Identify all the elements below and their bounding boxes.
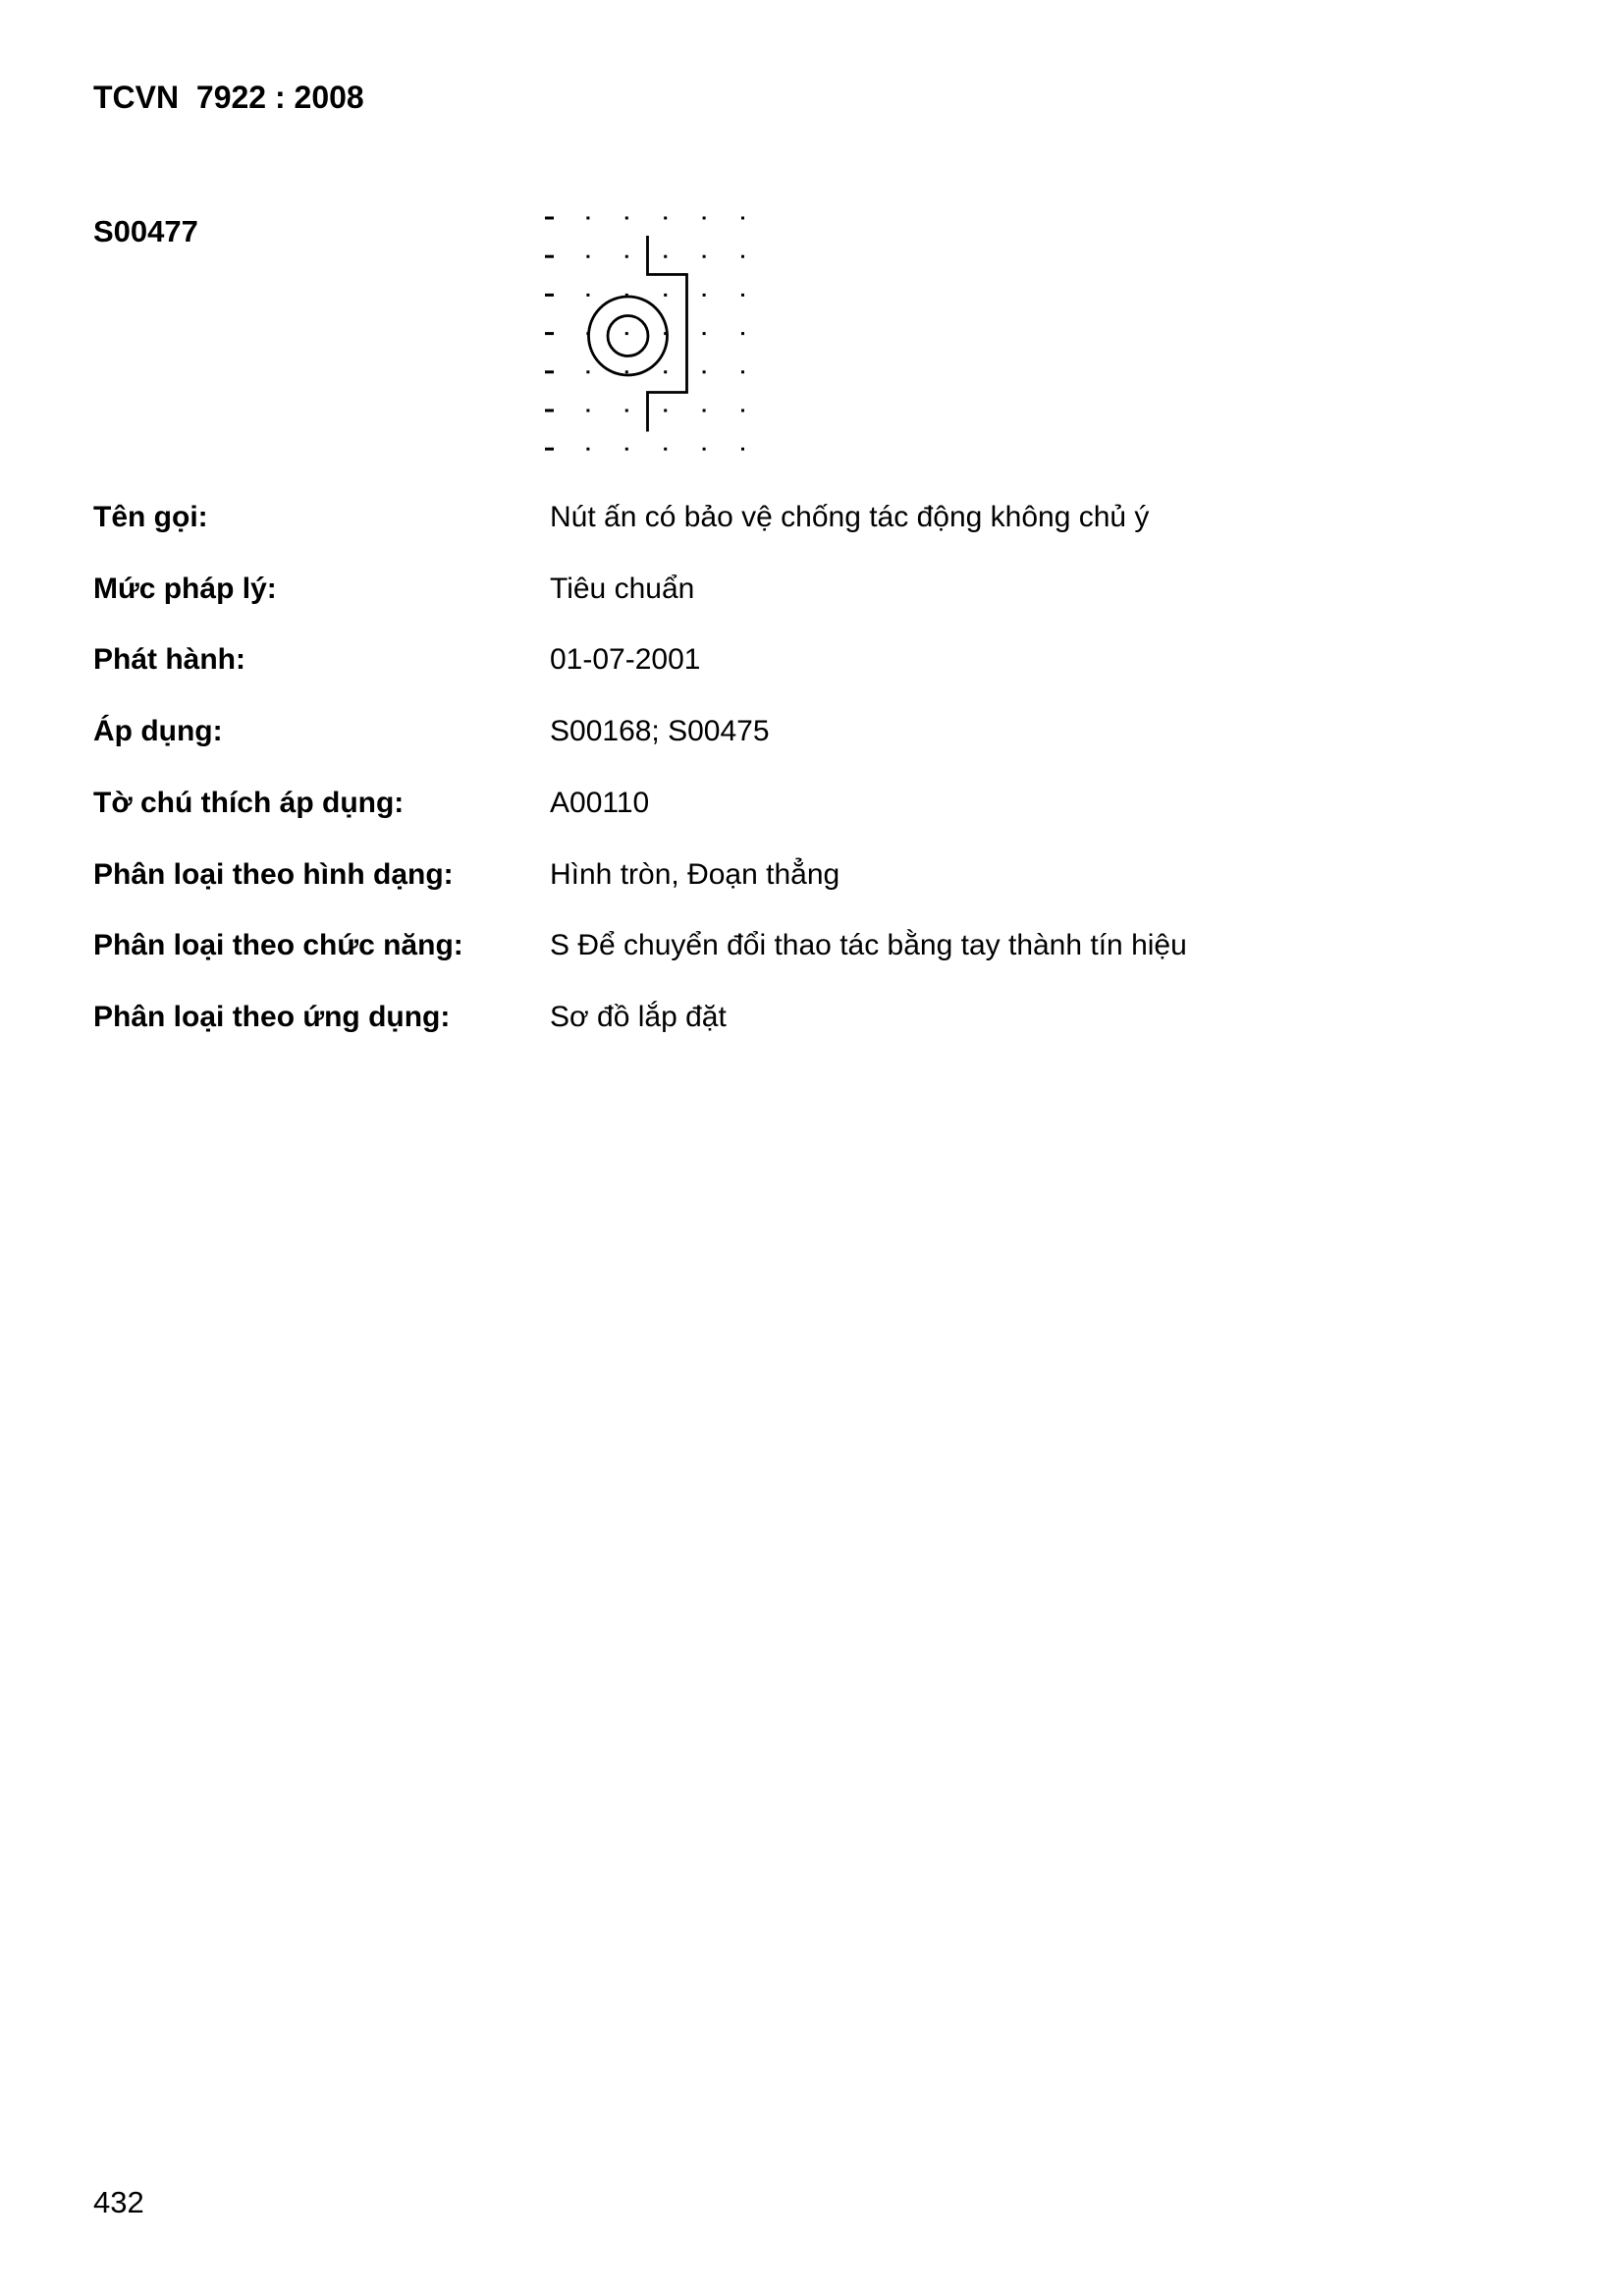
symbol-inner-circle <box>608 316 648 356</box>
field-row <box>0 789 1624 830</box>
symbol-outer-circle <box>589 297 668 375</box>
field-label: Phân loại theo hình dạng: <box>93 858 454 891</box>
symbol-id: S00477 <box>93 214 198 248</box>
field-label: Phát hành: <box>93 643 245 676</box>
page-number: 432 <box>93 2185 144 2219</box>
symbol-diagram <box>530 201 776 466</box>
field-value: S00168; S00475 <box>550 715 770 747</box>
dot-grid <box>545 217 744 451</box>
field-label: Phân loại theo chức năng: <box>93 929 463 961</box>
field-label: Phân loại theo ứng dụng: <box>93 1001 451 1033</box>
field-row <box>0 503 1624 544</box>
field-row <box>0 931 1624 972</box>
field-label: Áp dụng: <box>93 715 223 747</box>
field-row <box>0 1003 1624 1044</box>
field-value: Hình tròn, Đoạn thẳng <box>550 858 840 891</box>
field-row <box>0 645 1624 686</box>
field-label: Tờ chú thích áp dụng: <box>93 787 405 819</box>
field-label: Tên gọi: <box>93 501 208 533</box>
field-value: Nút ấn có bảo vệ chống tác động không chủ ý <box>550 501 1150 533</box>
field-value: S Để chuyển đổi thao tác bằng tay thành tín hiệu <box>550 929 1187 961</box>
field-value: 01-07-2001 <box>550 643 701 676</box>
page-title: TCVN 7922 : 2008 <box>93 80 364 115</box>
field-row <box>0 860 1624 902</box>
field-row <box>0 574 1624 616</box>
field-row <box>0 717 1624 758</box>
field-value: Tiêu chuẩn <box>550 573 695 605</box>
field-label: Mức pháp lý: <box>93 573 277 605</box>
field-value: Sơ đồ lắp đặt <box>550 1001 727 1033</box>
field-value: A00110 <box>550 787 650 819</box>
